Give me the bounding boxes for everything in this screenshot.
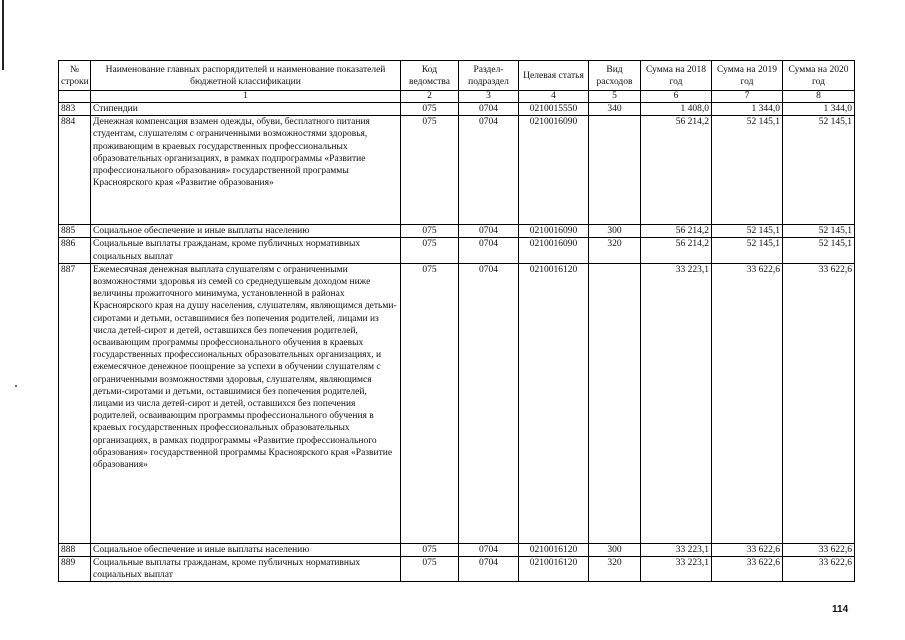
table-row xyxy=(59,238,855,263)
header-target: Целевая статья xyxy=(519,61,589,91)
row-sum-2018: 33 223,1 xyxy=(641,263,712,543)
row-target: 0210015550 xyxy=(519,103,589,116)
row-name: Социальные выплаты гражданам, кроме публичных нормативных социальных выплат xyxy=(91,557,401,582)
row-target: 0210016090 xyxy=(519,116,589,225)
row-dept-code: 075 xyxy=(401,103,459,116)
row-sum-2020: 1 344,0 xyxy=(783,103,855,116)
row-dept-code: 075 xyxy=(401,238,459,263)
row-number: 887 xyxy=(59,263,91,543)
row-name: Стипендии xyxy=(91,103,401,116)
row-sum-2018: 56 214,2 xyxy=(641,238,712,263)
row-sum-2020: 52 145,1 xyxy=(783,238,855,263)
row-dept-code: 075 xyxy=(401,557,459,582)
table-row xyxy=(59,116,855,225)
row-dept-code: 075 xyxy=(401,225,459,238)
table-row xyxy=(59,543,855,556)
row-target: 0210016090 xyxy=(519,225,589,238)
column-number: 4 xyxy=(519,91,589,103)
header-row xyxy=(59,61,855,91)
row-target: 0210016090 xyxy=(519,238,589,263)
header-row-no: № строки xyxy=(59,61,91,91)
header-sum-2019: Сумма на 2019 год xyxy=(712,61,783,91)
row-section: 0704 xyxy=(459,263,519,543)
row-target: 0210016120 xyxy=(519,263,589,543)
table-row xyxy=(59,103,855,116)
table-row xyxy=(59,225,855,238)
row-expense-type: 320 xyxy=(589,238,641,263)
column-number: 2 xyxy=(401,91,459,103)
row-name: Ежемесячная денежная выплата слушателям с ограниченными возможностями здоровья из семей со среднедушевым доходом ниже величины прожиточного минимума, установленной в районах Красноярского края на душу населения, слушателям, являющимся детьми-сиротами и детьми, оставшимися без попечения родителей, лицами из числа детей-сирот и детей, оставшихся без попечения родителей, осваивающим программы профессионального обучения в краевых государственных профессиональных образовательных организациях, и ежемесячное денежное поощрение за успехи в обучении слушателям с ограниченными возможностями здоровья, слушателям, являющимся детьми-сиротами и детьми, оставшимися без попечения родителей, лицами из числа детей-сирот и детей, оставшихся без попечения родителей, осваивающим программы профессионального обучения в краевых государственных профессиональных образовательных организациях, в рамках подпрограммы «Развитие профессионального образования» государственной программы Красноярского края «Развитие образования» xyxy=(91,263,401,543)
row-expense-type xyxy=(589,263,641,543)
column-number: 8 xyxy=(783,91,855,103)
row-section: 0704 xyxy=(459,238,519,263)
row-name: Социальное обеспечение и иные выплаты населению xyxy=(91,225,401,238)
row-sum-2019: 1 344,0 xyxy=(712,103,783,116)
header-sum-2020: Сумма на 2020 год xyxy=(783,61,855,91)
row-sum-2020: 52 145,1 xyxy=(783,116,855,225)
row-sum-2019: 33 622,6 xyxy=(712,263,783,543)
row-dept-code: 075 xyxy=(401,263,459,543)
row-sum-2019: 33 622,6 xyxy=(712,557,783,582)
row-target: 0210016120 xyxy=(519,543,589,556)
scan-edge-mark xyxy=(2,0,4,70)
row-number: 889 xyxy=(59,557,91,582)
page-number: 114 xyxy=(832,604,849,615)
row-dept-code: 075 xyxy=(401,116,459,225)
row-sum-2018: 56 214,2 xyxy=(641,225,712,238)
header-dept-code: Код ведомства xyxy=(401,61,459,91)
column-number: 3 xyxy=(459,91,519,103)
header-sum-2018: Сумма на 2018 год xyxy=(641,61,712,91)
column-number xyxy=(59,91,91,103)
row-expense-type xyxy=(589,116,641,225)
column-number: 1 xyxy=(91,91,401,103)
column-number: 5 xyxy=(589,91,641,103)
row-sum-2019: 52 145,1 xyxy=(712,238,783,263)
row-sum-2018: 33 223,1 xyxy=(641,557,712,582)
budget-table xyxy=(58,60,855,582)
row-section: 0704 xyxy=(459,225,519,238)
row-name: Социальное обеспечение и иные выплаты населению xyxy=(91,543,401,556)
column-number: 7 xyxy=(712,91,783,103)
row-sum-2018: 33 223,1 xyxy=(641,543,712,556)
row-section: 0704 xyxy=(459,103,519,116)
row-number: 884 xyxy=(59,116,91,225)
row-expense-type: 340 xyxy=(589,103,641,116)
row-sum-2019: 52 145,1 xyxy=(712,116,783,225)
row-expense-type: 300 xyxy=(589,543,641,556)
header-expense-type: Вид расходов xyxy=(589,61,641,91)
row-dept-code: 075 xyxy=(401,543,459,556)
row-sum-2018: 1 408,0 xyxy=(641,103,712,116)
row-number: 888 xyxy=(59,543,91,556)
row-sum-2019: 52 145,1 xyxy=(712,225,783,238)
row-section: 0704 xyxy=(459,543,519,556)
row-number: 886 xyxy=(59,238,91,263)
column-number-row xyxy=(59,91,855,103)
row-sum-2020: 52 145,1 xyxy=(783,225,855,238)
row-number: 885 xyxy=(59,225,91,238)
row-sum-2018: 56 214,2 xyxy=(641,116,712,225)
row-expense-type: 320 xyxy=(589,557,641,582)
row-name: Социальные выплаты гражданам, кроме публичных нормативных социальных выплат xyxy=(91,238,401,263)
column-number: 6 xyxy=(641,91,712,103)
row-number: 883 xyxy=(59,103,91,116)
scan-speck xyxy=(15,385,17,387)
row-target: 0210016120 xyxy=(519,557,589,582)
row-sum-2020: 33 622,6 xyxy=(783,543,855,556)
row-name: Денежная компенсация взамен одежды, обуви, бесплатного питания студентам, слушателям с ограниченными возможностями здоровья, проживающим в краевых государственных профессиональных образовательных организациях, в рамках подпрограммы «Развитие профессионального образования» государственной программы Красноярского края «Развитие образования» xyxy=(91,116,401,225)
row-expense-type: 300 xyxy=(589,225,641,238)
header-name: Наименование главных распорядителей и наименование показателей бюджетной классификации xyxy=(91,61,401,91)
row-sum-2020: 33 622,6 xyxy=(783,263,855,543)
table-row xyxy=(59,557,855,582)
table-row xyxy=(59,263,855,543)
row-section: 0704 xyxy=(459,116,519,225)
header-section: Раздел-подраздел xyxy=(459,61,519,91)
row-section: 0704 xyxy=(459,557,519,582)
row-sum-2020: 33 622,6 xyxy=(783,557,855,582)
row-sum-2019: 33 622,6 xyxy=(712,543,783,556)
